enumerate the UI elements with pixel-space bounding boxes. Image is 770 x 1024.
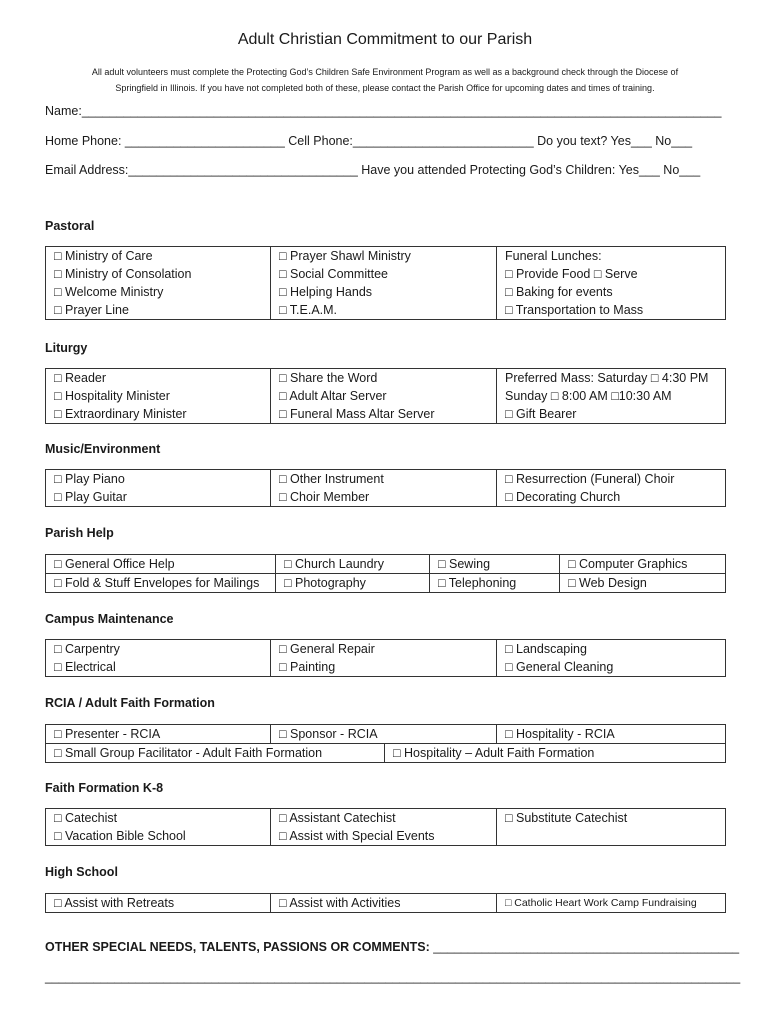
rcia-row-1 bbox=[46, 725, 726, 744]
section-heading-pastoral: Pastoral bbox=[45, 219, 95, 233]
section-heading-rcia: RCIA / Adult Faith Formation bbox=[45, 696, 215, 710]
option-assistant-catechist[interactable]: □ Assistant Catechist bbox=[279, 811, 396, 825]
option-prayer-shawl-ministry[interactable]: □ Prayer Shawl Ministry bbox=[279, 249, 411, 263]
option-ministry-of-care[interactable]: □ Ministry of Care bbox=[54, 249, 153, 263]
liturgy-col-3 bbox=[497, 369, 726, 424]
email-field[interactable]: Email Address:_________________________________ Have you attended Protecting God’s Children: Yes___ No___ bbox=[45, 163, 701, 177]
option-sewing[interactable]: □ Sewing bbox=[430, 555, 560, 574]
parish-help-table bbox=[45, 554, 726, 593]
option-hospitality-rcia[interactable]: □ Hospitality - RCIA bbox=[497, 725, 726, 744]
option-decorating-church[interactable]: □ Decorating Church bbox=[505, 490, 621, 504]
option-helping-hands[interactable]: □ Helping Hands bbox=[279, 285, 373, 299]
comments-line-1 bbox=[45, 940, 740, 954]
option-prayer-line[interactable]: □ Prayer Line bbox=[54, 303, 129, 317]
option-presenter-rcia[interactable]: □ Presenter - RCIA bbox=[46, 725, 271, 744]
option-ministry-of-consolation[interactable]: □ Ministry of Consolation bbox=[54, 267, 192, 281]
section-heading-high-school: High School bbox=[45, 865, 118, 879]
option-share-the-word[interactable]: □ Share the Word bbox=[279, 371, 378, 385]
campus-col-1 bbox=[46, 640, 271, 677]
option-extraordinary-minister[interactable]: □ Extraordinary Minister bbox=[54, 407, 187, 421]
option-funeral-mass-altar-server[interactable]: □ Funeral Mass Altar Server bbox=[279, 407, 435, 421]
option-general-cleaning[interactable]: □ General Cleaning bbox=[505, 660, 614, 674]
option-resurrection-choir[interactable]: □ Resurrection (Funeral) Choir bbox=[505, 472, 675, 486]
k8-col-1 bbox=[46, 809, 271, 846]
option-provide-food-serve[interactable]: □ Provide Food □ Serve bbox=[505, 267, 638, 281]
section-heading-liturgy: Liturgy bbox=[45, 341, 88, 355]
option-adult-altar-server[interactable]: □ Adult Altar Server bbox=[279, 389, 387, 403]
option-social-committee[interactable]: □ Social Committee bbox=[279, 267, 388, 281]
intro-line-1: All adult volunteers must complete the Protecting God’s Children Safe Environment Program as well as a background check through the Diocese of bbox=[91, 67, 679, 77]
music-col-1 bbox=[46, 470, 271, 507]
campus-col-2 bbox=[271, 640, 497, 677]
option-landscaping[interactable]: □ Landscaping bbox=[505, 642, 587, 656]
option-fold-stuff-envelopes[interactable]: □ Fold & Stuff Envelopes for Mailings bbox=[46, 574, 276, 593]
pastoral-col-1 bbox=[46, 247, 271, 320]
liturgy-col-1 bbox=[46, 369, 271, 424]
section-heading-k8: Faith Formation K-8 bbox=[45, 781, 164, 795]
option-sponsor-rcia[interactable]: □ Sponsor - RCIA bbox=[271, 725, 497, 744]
high-school-table bbox=[45, 893, 726, 913]
comments-blank-1[interactable]: ____________________________________________ bbox=[429, 940, 740, 954]
k8-table bbox=[45, 808, 726, 846]
option-team[interactable]: □ T.E.A.M. bbox=[279, 303, 338, 317]
rcia-table bbox=[45, 724, 726, 763]
campus-col-3 bbox=[497, 640, 726, 677]
funeral-lunches-label: Funeral Lunches: bbox=[505, 249, 602, 263]
option-hospitality-adult-faith[interactable]: □ Hospitality – Adult Faith Formation bbox=[385, 744, 726, 763]
option-hospitality-minister[interactable]: □ Hospitality Minister bbox=[54, 389, 170, 403]
parish-help-row-2 bbox=[46, 574, 726, 593]
section-heading-parish-help: Parish Help bbox=[45, 526, 114, 540]
option-assist-retreats[interactable]: □ Assist with Retreats bbox=[46, 894, 271, 913]
pastoral-table bbox=[45, 246, 726, 320]
option-play-guitar[interactable]: □ Play Guitar bbox=[54, 490, 127, 504]
option-assist-activities[interactable]: □ Assist with Activities bbox=[271, 894, 497, 913]
option-preferred-mass-saturday[interactable]: Preferred Mass: Saturday □ 4:30 PM bbox=[505, 371, 709, 385]
campus-table bbox=[45, 639, 726, 677]
form-title: Adult Christian Commitment to our Parish bbox=[237, 31, 533, 48]
rcia-row-2 bbox=[46, 744, 726, 763]
option-other-instrument[interactable]: □ Other Instrument bbox=[279, 472, 384, 486]
music-table bbox=[45, 469, 726, 507]
option-reader[interactable]: □ Reader bbox=[54, 371, 107, 385]
option-preferred-mass-sunday[interactable]: Sunday □ 8:00 AM □10:30 AM bbox=[505, 389, 672, 403]
pastoral-col-3 bbox=[497, 247, 726, 320]
k8-col-3 bbox=[497, 809, 726, 846]
option-play-piano[interactable]: □ Play Piano bbox=[54, 472, 125, 486]
option-assist-special-events[interactable]: □ Assist with Special Events bbox=[279, 829, 435, 843]
option-catechist[interactable]: □ Catechist bbox=[54, 811, 118, 825]
option-vacation-bible-school[interactable]: □ Vacation Bible School bbox=[54, 829, 186, 843]
comments-blank-2[interactable]: ____________________________________________________________________________________________________ bbox=[45, 970, 741, 984]
option-transportation-to-mass[interactable]: □ Transportation to Mass bbox=[505, 303, 644, 317]
option-small-group-facilitator[interactable]: □ Small Group Facilitator - Adult Faith Formation bbox=[46, 744, 385, 763]
intro-paragraph bbox=[40, 64, 730, 96]
music-col-2 bbox=[271, 470, 497, 507]
option-heart-work-camp[interactable]: □ Catholic Heart Work Camp Fundraising bbox=[497, 894, 726, 913]
option-welcome-ministry[interactable]: □ Welcome Ministry bbox=[54, 285, 164, 299]
option-baking-for-events[interactable]: □ Baking for events bbox=[505, 285, 613, 299]
phone-fields[interactable]: Home Phone: _______________________ Cell Phone:__________________________ Do you text? Yes___ No___ bbox=[45, 134, 693, 148]
parish-help-row-1 bbox=[46, 555, 726, 574]
option-computer-graphics[interactable]: □ Computer Graphics bbox=[560, 555, 726, 574]
option-general-repair[interactable]: □ General Repair bbox=[279, 642, 375, 656]
option-carpentry[interactable]: □ Carpentry bbox=[54, 642, 120, 656]
comments-label: OTHER SPECIAL NEEDS, TALENTS, PASSIONS OR COMMENTS: bbox=[45, 940, 430, 954]
option-gift-bearer[interactable]: □ Gift Bearer bbox=[505, 407, 577, 421]
option-painting[interactable]: □ Painting bbox=[279, 660, 336, 674]
option-choir-member[interactable]: □ Choir Member bbox=[279, 490, 370, 504]
option-general-office-help[interactable]: □ General Office Help bbox=[46, 555, 276, 574]
pastoral-col-2 bbox=[271, 247, 497, 320]
section-heading-music: Music/Environment bbox=[45, 442, 161, 456]
option-web-design[interactable]: □ Web Design bbox=[560, 574, 726, 593]
option-telephoning[interactable]: □ Telephoning bbox=[430, 574, 560, 593]
liturgy-col-2 bbox=[271, 369, 497, 424]
section-heading-campus: Campus Maintenance bbox=[45, 612, 174, 626]
option-electrical[interactable]: □ Electrical bbox=[54, 660, 116, 674]
k8-col-2 bbox=[271, 809, 497, 846]
option-substitute-catechist[interactable]: □ Substitute Catechist bbox=[505, 811, 628, 825]
option-church-laundry[interactable]: □ Church Laundry bbox=[276, 555, 430, 574]
intro-line-2: Springfield in Illinois. If you have not completed both of these, please contact the Parish Office for upcoming dates and times of training. bbox=[115, 83, 655, 93]
name-field[interactable]: Name:____________________________________________________________________________________________ bbox=[45, 104, 722, 118]
liturgy-table bbox=[45, 368, 726, 424]
option-photography[interactable]: □ Photography bbox=[276, 574, 430, 593]
music-col-3 bbox=[497, 470, 726, 507]
